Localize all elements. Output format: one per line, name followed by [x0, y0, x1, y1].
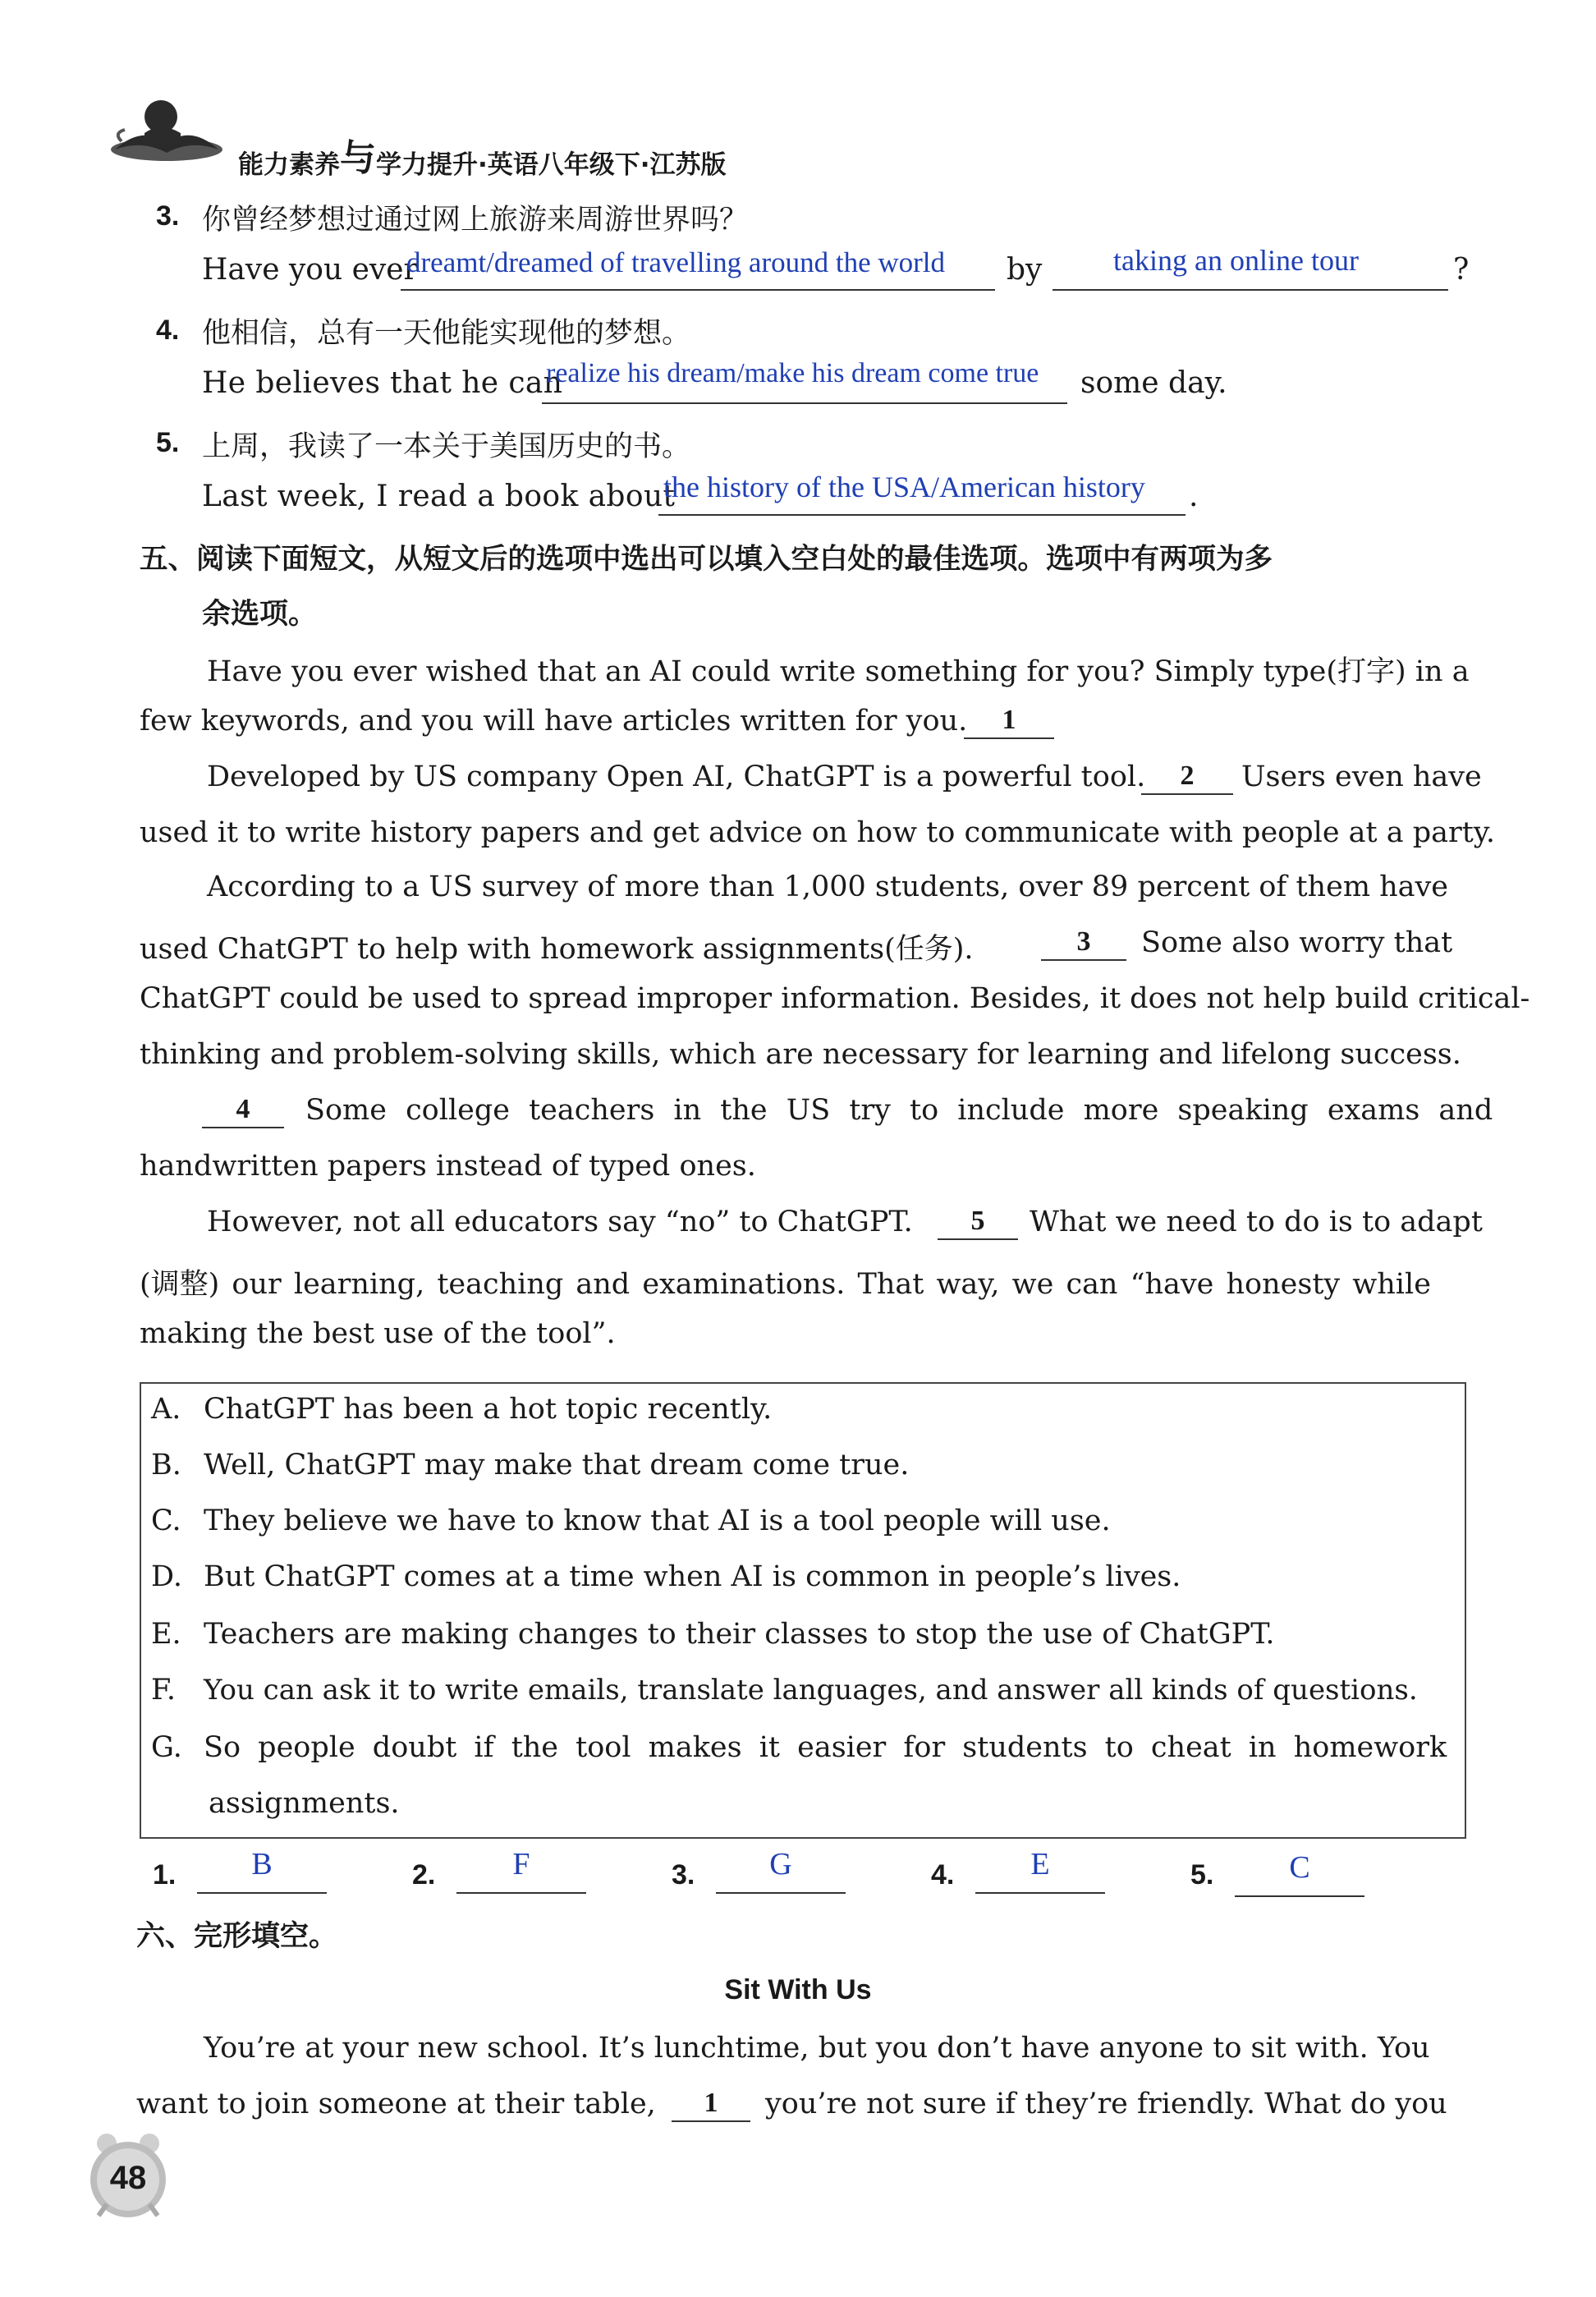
option-letter: A.	[151, 1393, 181, 1426]
answer-line	[658, 514, 1186, 516]
blank-5-number: 5	[970, 1206, 985, 1236]
passage-line: Have you ever wished that an AI could write something for you? Simply type(打字) in a	[207, 655, 1470, 688]
answer-line	[456, 1892, 586, 1894]
answer-line	[401, 289, 995, 291]
item-answer-1: dreamt/dreamed of travelling around the world	[406, 246, 946, 278]
option-letter: E.	[151, 1618, 181, 1651]
option-letter: D.	[151, 1560, 182, 1593]
passage-line: (调整) our learning, teaching and examinations. That way, we can “have honesty while	[140, 1268, 1431, 1301]
option-text-cont: assignments.	[209, 1787, 400, 1820]
passage-line: Developed by US company Open AI, ChatGPT is a powerful tool.	[207, 760, 1146, 793]
option-text: But ChatGPT comes at a time when AI is common in people’s lives.	[204, 1560, 1181, 1593]
item-chinese: 你曾经梦想过通过网上旅游来周游世界吗？	[202, 204, 749, 237]
passage-line: Some college teachers in the US try to include more speaking exams and	[305, 1094, 1493, 1127]
item-by: by	[1007, 253, 1043, 287]
header-title-join: 与	[340, 137, 376, 179]
item-number: 5.	[156, 427, 180, 458]
item-suffix: .	[1189, 480, 1199, 513]
option-letter: C.	[151, 1505, 181, 1537]
answer-line	[542, 402, 1067, 404]
item-answer-1: the history of the USA/American history	[663, 471, 1145, 503]
option-letter: F.	[151, 1674, 176, 1707]
passage-line: Users even have	[1241, 760, 1482, 793]
blank-1-number: 1	[704, 2088, 718, 2118]
passage-line: ChatGPT could be used to spread improper information. Besides, it does not help build critical-	[140, 982, 1530, 1015]
option-letter: B.	[151, 1449, 181, 1482]
answer-line	[197, 1892, 327, 1894]
passage-line: However, not all educators say “no” to ChatGPT.	[207, 1206, 913, 1238]
answer-line	[1053, 289, 1448, 291]
option-text: So people doubt if the tool makes it easier for students to cheat in homework	[204, 1731, 1447, 1764]
option-text: Well, ChatGPT may make that dream come true.	[204, 1449, 910, 1482]
answer-line	[716, 1892, 846, 1894]
item-chinese: 上周，我读了一本关于美国历史的书。	[202, 430, 691, 463]
item-answer-1: realize his dream/make his dream come true	[546, 358, 1039, 388]
passage-line: What we need to do is to adapt	[1030, 1206, 1483, 1238]
option-text: Teachers are making changes to their classes to stop the use of ChatGPT.	[204, 1618, 1275, 1651]
item-number: 3.	[156, 200, 180, 232]
blank-2-line	[1141, 793, 1233, 795]
option-letter: G.	[151, 1731, 182, 1764]
item-prefix: He believes that he can	[202, 366, 563, 400]
section-5-heading-1: 五、阅读下面短文，从短文后的选项中选出可以填入空白处的最佳选项。选项中有两项为多	[140, 543, 1273, 576]
passage-line: You’re at your new school. It’s lunchtime, but you don’t have anyone to sit with. You	[204, 2032, 1430, 2065]
cloze-title: Sit With Us	[724, 1974, 872, 2005]
blank-1-number: 1	[1002, 705, 1016, 735]
blank-1-line	[672, 2120, 750, 2122]
answer-value: C	[1289, 1850, 1310, 1885]
answer-label: 5.	[1190, 1859, 1214, 1890]
answer-line	[975, 1892, 1105, 1894]
section-6-heading: 六、完形填空。	[136, 1920, 338, 1953]
item-prefix: Have you ever	[202, 253, 418, 287]
blank-2-number: 2	[1180, 760, 1195, 791]
answer-value: G	[769, 1847, 792, 1881]
answer-value: B	[251, 1847, 273, 1881]
answer-line	[1235, 1895, 1364, 1897]
blank-4-number: 4	[236, 1094, 250, 1124]
passage-line: you’re not sure if they’re friendly. What do you	[765, 2088, 1447, 2120]
passage-line: thinking and problem-solving skills, which are necessary for learning and lifelong success.	[140, 1038, 1461, 1071]
item-prefix: Last week, I read a book about	[202, 480, 676, 513]
header-title-a: 能力素养	[238, 150, 340, 180]
item-chinese: 他相信，总有一天他能实现他的梦想。	[202, 317, 691, 350]
item-suffix: ?	[1453, 253, 1470, 287]
passage-line: want to join someone at their table,	[136, 2088, 656, 2120]
passage-line: making the best use of the tool”.	[140, 1317, 616, 1350]
answer-label: 4.	[931, 1859, 955, 1890]
passage-line: used ChatGPT to help with homework assignments(任务).	[140, 933, 974, 966]
blank-3-number: 3	[1076, 926, 1091, 957]
blank-3-line	[1041, 959, 1126, 961]
blank-5-line	[938, 1238, 1018, 1240]
blank-4-line	[202, 1127, 284, 1128]
reading-child-logo-icon	[105, 92, 228, 168]
header-title-b: 学力提升	[376, 150, 478, 180]
item-answer-2: taking an online tour	[1113, 244, 1359, 277]
answer-label: 1.	[153, 1859, 177, 1890]
header-subtitle: ·英语八年级下·江苏版	[478, 150, 727, 180]
item-suffix: some day.	[1080, 366, 1227, 400]
option-text: You can ask it to write emails, translate languages, and answer all kinds of questions.	[204, 1674, 1418, 1707]
passage-line: Some also worry that	[1141, 926, 1453, 959]
section-5-heading-2: 余选项。	[202, 598, 318, 631]
passage-line: handwritten papers instead of typed ones.	[140, 1150, 756, 1183]
answer-label: 2.	[412, 1859, 436, 1890]
passage-line: used it to write history papers and get advice on how to communicate with people at a party.	[140, 816, 1496, 849]
answer-label: 3.	[672, 1859, 695, 1890]
item-number: 4.	[156, 315, 180, 346]
page-number: 48	[109, 2160, 147, 2196]
passage-line: According to a US survey of more than 1,000 students, over 89 percent of them have	[207, 871, 1449, 903]
passage-line: few keywords, and you will have articles written for you.	[140, 705, 968, 737]
answer-value: E	[1030, 1847, 1050, 1881]
blank-1-line	[964, 737, 1054, 739]
option-text: They believe we have to know that AI is a tool people will use.	[204, 1505, 1111, 1537]
answer-value: F	[512, 1847, 530, 1881]
option-text: ChatGPT has been a hot topic recently.	[204, 1393, 773, 1426]
